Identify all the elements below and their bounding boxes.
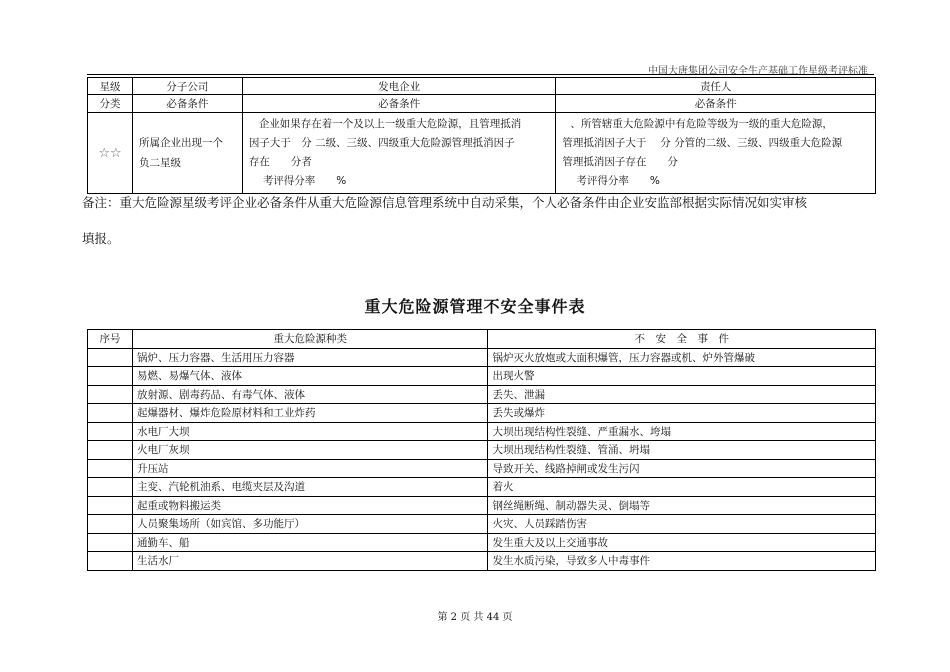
table-row: [88, 441, 876, 460]
serial-number-cell: [88, 552, 133, 571]
unsafe-event-cell: 丢失或爆炸: [488, 404, 876, 423]
table-row: [88, 515, 876, 534]
generation-condition-line: 存在 分者: [248, 156, 312, 168]
remark-line-1: 备注：重大危险源星级考评企业必备条件从重大危险源信息管理系统中自动采集，个人必备条件由企业安监部根据实际情况如实审核: [82, 195, 808, 210]
hazard-type-cell: 人员聚集场所（如宾馆、多功能厅）: [132, 515, 488, 534]
serial-number-cell: [88, 496, 133, 515]
unsafe-event-cell: 导致开关、线路掉闸或发生污闪: [488, 459, 876, 478]
serial-number-cell: [88, 404, 133, 423]
hazard-type-cell: 易燃、易爆气体、液体: [132, 367, 488, 386]
serial-number-cell: [88, 348, 133, 367]
table-row: [88, 404, 876, 423]
unsafe-event-cell: 着火: [488, 478, 876, 497]
generation-condition: [242, 113, 556, 194]
generation-condition-line: 因子大于 分 二级、三级、四级重大危险源管理抵消因子: [248, 137, 515, 149]
unsafe-event-cell: 发生重大及以上交通事故: [488, 533, 876, 552]
hazard-type-cell: 主变、汽轮机油系、电缆夹层及沟道: [132, 478, 488, 497]
hazard-type-cell: 锅炉、压力容器、生活用压力容器: [132, 348, 488, 367]
hazard-type-cell: 水电厂大坝: [132, 422, 488, 441]
generation-score-line: 考评得分率 %: [262, 175, 347, 187]
page-footer: 第 2 页 共 44 页: [437, 612, 513, 623]
serial-number-cell: [88, 367, 133, 386]
subsidiary-requirement: 必备条件: [132, 95, 242, 113]
unsafe-event-cell: 丢失、泄漏: [488, 385, 876, 404]
unsafe-event-header: 不 安 全 事 件: [488, 330, 876, 349]
section-title: 重大危险源管理不安全事件表: [364, 297, 586, 316]
responsible-person-header: 责任人: [556, 78, 876, 95]
table-row: [88, 552, 876, 571]
header-divider: [87, 74, 874, 75]
unsafe-event-cell: 钢丝绳断绳、制动器失灵、倒塌等: [488, 496, 876, 515]
serial-number-cell: [88, 478, 133, 497]
serial-number-cell: [88, 422, 133, 441]
remark-line-2: 填报。: [82, 231, 120, 246]
unsafe-event-cell: 大坝出现结构性裂缝、严重漏水、垮塌: [488, 422, 876, 441]
unsafe-event-cell: 大坝出现结构性裂缝、管涌、坍塌: [488, 441, 876, 460]
table-row: [88, 348, 876, 367]
table-row: [88, 385, 876, 404]
unsafe-event-cell: 出现火警: [488, 367, 876, 386]
responsible-score-line: 考评得分率 %: [576, 175, 660, 187]
subsidiary-condition-line: 所属企业出现一个: [138, 137, 223, 149]
generation-condition-line: 企业如果存在着一个及以上一级重大危险源，且管理抵消: [258, 118, 522, 130]
star-rating-table: [87, 77, 876, 194]
responsible-condition-line: 、所管辖重大危险源中有危险等级为一级的重大危险源，: [570, 118, 833, 130]
subsidiary-condition-line: 负二星级: [138, 157, 181, 169]
star-rating-icon: ☆☆: [88, 113, 133, 194]
responsible-condition: [556, 113, 876, 194]
unsafe-event-cell: 锅炉灭火放炮或大面积爆管，压力容器或机、炉外管爆破: [488, 348, 876, 367]
serial-number-cell: [88, 459, 133, 478]
generation-requirement: 必备条件: [242, 95, 556, 113]
hazard-type-header: 重大危险源种类: [132, 330, 488, 349]
serial-number-cell: [88, 515, 133, 534]
table-row: [88, 367, 876, 386]
responsible-requirement: 必备条件: [556, 95, 876, 113]
table-row: [88, 533, 876, 552]
serial-number-header: 序号: [88, 330, 133, 349]
unsafe-events-table: [87, 329, 876, 571]
table-row: [88, 496, 876, 515]
hazard-type-cell: 升压站: [132, 459, 488, 478]
serial-number-cell: [88, 441, 133, 460]
page-header-title: 中国大唐集团公司安全生产基础工作星级考评标准: [648, 66, 868, 77]
serial-number-cell: [88, 385, 133, 404]
star-header-line2: 分类: [88, 95, 133, 113]
unsafe-event-cell: 火灾、人员踩踏伤害: [488, 515, 876, 534]
hazard-type-cell: 生活水厂: [132, 552, 488, 571]
table-row: [88, 422, 876, 441]
hazard-type-cell: 起重或物料搬运类: [132, 496, 488, 515]
subsidiary-condition: [132, 113, 242, 194]
hazard-type-cell: 起爆器材、爆炸危险原材料和工业炸药: [132, 404, 488, 423]
responsible-condition-line: 管理抵消因子大于 分 分管的二级、三级、四级重大危险源: [562, 137, 843, 149]
hazard-type-cell: 通勤车、船: [132, 533, 488, 552]
hazard-type-cell: 放射源、剧毒药品、有毒气体、液体: [132, 385, 488, 404]
serial-number-cell: [88, 533, 133, 552]
unsafe-event-cell: 发生水质污染，导致多人中毒事件: [488, 552, 876, 571]
responsible-condition-line: 管理抵消因子存在 分: [562, 156, 678, 168]
generation-enterprise-header: 发电企业: [242, 78, 556, 95]
star-header-line1: 星级: [88, 78, 133, 95]
subsidiary-header: 分子公司: [132, 78, 242, 95]
table-row: [88, 459, 876, 478]
hazard-type-cell: 火电厂灰坝: [132, 441, 488, 460]
table-row: [88, 478, 876, 497]
